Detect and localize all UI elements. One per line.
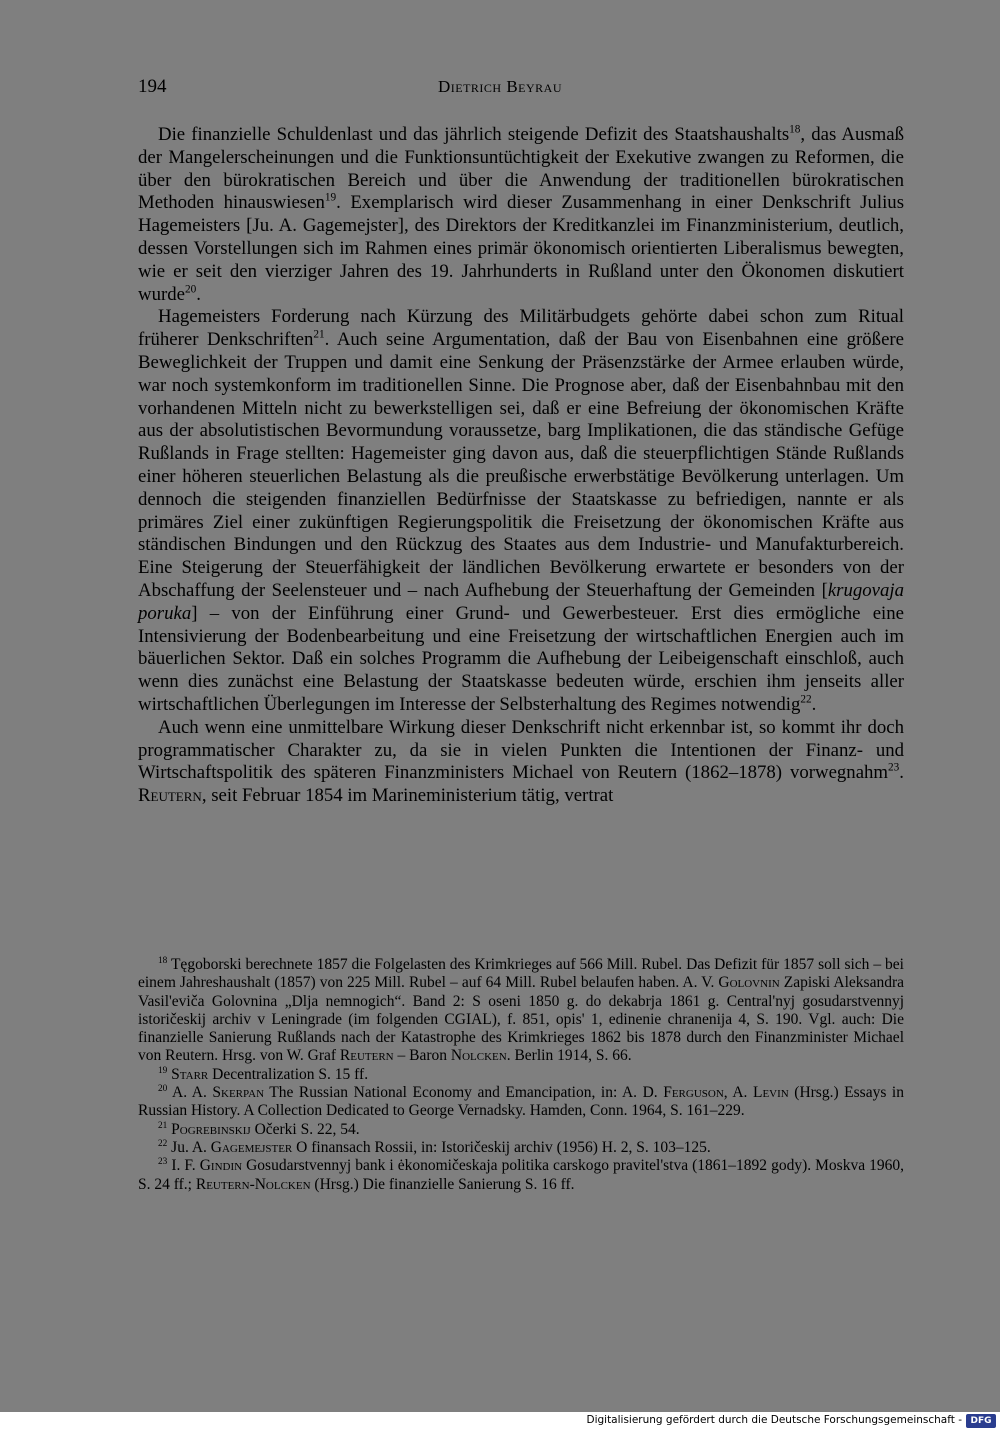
footnote-19: $^{19}$ Starr Decentralization S. 15 ff. — [158, 1065, 369, 1083]
footnote-ref: 23 — [888, 761, 900, 774]
main-text — [138, 124, 904, 808]
footnote-ref: 20 — [184, 283, 197, 296]
dfg-logo: DFG — [966, 1414, 996, 1428]
footnote-ref: 19 — [324, 192, 337, 205]
page-number: 194 — [138, 76, 167, 97]
footnote-ref: 21 — [313, 328, 325, 341]
footnote-23: $^{23}$ I. F. Gindin Gosudarstvennyj bank i ėkonomičeskaja politika carskogo pravitel'stva (1861–1892 gody). Moskva 1960, S. 24 ff.; Reutern-Nolcken (Hrsg.) Die finanzielle Sanierung S. 16 ff. — [138, 1157, 904, 1193]
footnote-18: $^{18}$ Tęgoborski berechnete 1857 die Folgelasten des Krimkrieges auf 566 Mill. Rubel. Das Defizit für 1857 soll sich – bei einem Jahreshaushalt (1857) von 225 Mill. Rubel – auf 64 Mill. Rubel belaufen haben. A. V. Golovnin Zapiski Aleksandra Vasil'eviča Golovnina „Dlja nemnogich“. Band 2: S oseni 1850 g. do dekabrja 1861 g. Central'nyj gosudarstvennyj istoričeskij archiv v Leningrade (im folgenden CGIAL), f. 851, opis' 1, edinenie chranenija 4, S. 190. Vgl. auch: Die finanzielle Sanierung Rußlands nach der Katastrophe des Krimkrieges 1862 bis 1878 durch den Finanzminister Michael von Reutern. Hrsg. von W. Graf Reutern – Baron Nolcken. Berlin 1914, S. 66. — [138, 955, 904, 1065]
footer-bar — [0, 1412, 1000, 1431]
running-head: Dietrich Beyrau — [437, 77, 563, 96]
footnote-22: $^{22}$ Ju. A. Gagemejster O finansach Rossii, in: Istoričeskij archiv (1956) H. 2, S. 103–125. — [158, 1138, 711, 1156]
footnote-ref: 22 — [800, 693, 812, 706]
paragraph-1: Die finanzielle Schuldenlast und das jährlich steigende Defizit des Staatshaushalts$^{18}$, das Ausmaß der Mangelerscheinungen und die Funktionsuntüchtigkeit der Exekutive zwangen zu Reformen, die über den bürokratischen Bereich und über die Anwendung der traditionellen bürokratischen Methoden hinauswiesen$^{19}$. Exemplarisch wird dieser Zusammenhang in einer Denkschrift Julius Hagemeisters [Ju. A. Gagemejster], des Direktors der Kreditkanzlei im Finanzministerium, deutlich, dessen Vorstellungen sich im Rahmen eines primär ökonomisch orientierten Liberalismus bewegten, wie er seit den vierziger Jahren des 19. Jahrhunderts in Rußland unter den Ökonomen diskutiert wurde$^{20}$. — [138, 123, 904, 305]
paragraph-2: Hagemeisters Forderung nach Kürzung des Militärbudgets gehörte dabei schon zum Ritual früherer Denkschriften$^{21}$. Auch seine Argumentation, daß der Bau von Eisenbahnen eine größere Beweglichkeit der Truppen und damit eine Senkung der Präsenzstärke der Armee erlauben würde, war noch systemkonform im traditionellen Sinne. Die Prognose aber, daß der Eisenbahnbau mit den vorhandenen Mitteln nicht zu bewerkstelligen sei, daß er eine Befreiung der ökonomischen Kräfte aus der absolutistischen Bevormundung voraussetze, barg Implikationen, die das ständische Gefüge Rußlands in Frage stellten: Hagemeister ging davon aus, daß die steuerpflichtigen Stände Rußlands einer höheren steuerlichen Belastung als die preußische erwerbstätige Bevölkerung unterlagen. Um dennoch die steigenden finanziellen Bedürfnisse der Staatskasse zu befriedigen, nannte er als primäres Ziel einer zukünftigen Regierungspolitik die Freisetzung der ökonomischen Kräfte aus ständischen Bindungen und den Rückzug des Staates aus dem Industrie- und Manufakturbereich. Eine Steigerung der Steuerfähigkeit der ländlichen Bevölkerung erwartete er besonders von der Abschaffung der Seelensteuer und – nach Aufhebung der Steuerhaftung der Gemeinden [krugovaja poruka] – von der Einführung einer Grund- und Gewerbesteuer. Erst dies ermögliche eine Intensivierung der Bodenbearbeitung und eine Freisetzung der wirtschaftlichen Energien auch im bäuerlichen Sektor. Daß ein solches Programm die Aufhebung der Leibeigenschaft einschloß, auch wenn dies zunächst eine Belastung der Staatskasse bedeuten würde, erschien ihm jenseits aller wirtschaftlichen Überlegungen im Interesse der Selbsterhaltung des Regimes notwendig$^{22}$. — [138, 306, 904, 715]
footnote-20: $^{20}$ A. A. Skerpan The Russian National Economy and Emancipation, in: A. D. Ferguson, A. Levin (Hrsg.) Essays in Russian History. A Collection Dedicated to George Vernadsky. Hamden, Conn. 1964, S. 161–229. — [138, 1084, 904, 1120]
funding-notice: Digitalisierung gefördert durch die Deutsche Forschungsgemeinschaft - — [586, 1414, 962, 1426]
footnote-21: $^{21}$ Pogrebinskij Očerki S. 22, 54. — [158, 1120, 360, 1138]
footnotes — [138, 956, 904, 1194]
footnote-ref: 18 — [789, 123, 801, 136]
italic-term: krugovaja poruka — [138, 579, 904, 624]
paragraph-3: Auch wenn eine unmittelbare Wirkung dieser Denkschrift nicht erkennbar ist, so kommt ihr doch programmatischer Charakter zu, da sie in vielen Punkten die Intentionen der Finanz- und Wirtschaftspolitik des späteren Finanzministers Michael von Reutern (1862–1878) vorwegnahm$^{23}$. Reutern, seit Februar 1854 im Marineministerium tätig, vertrat — [138, 716, 904, 807]
